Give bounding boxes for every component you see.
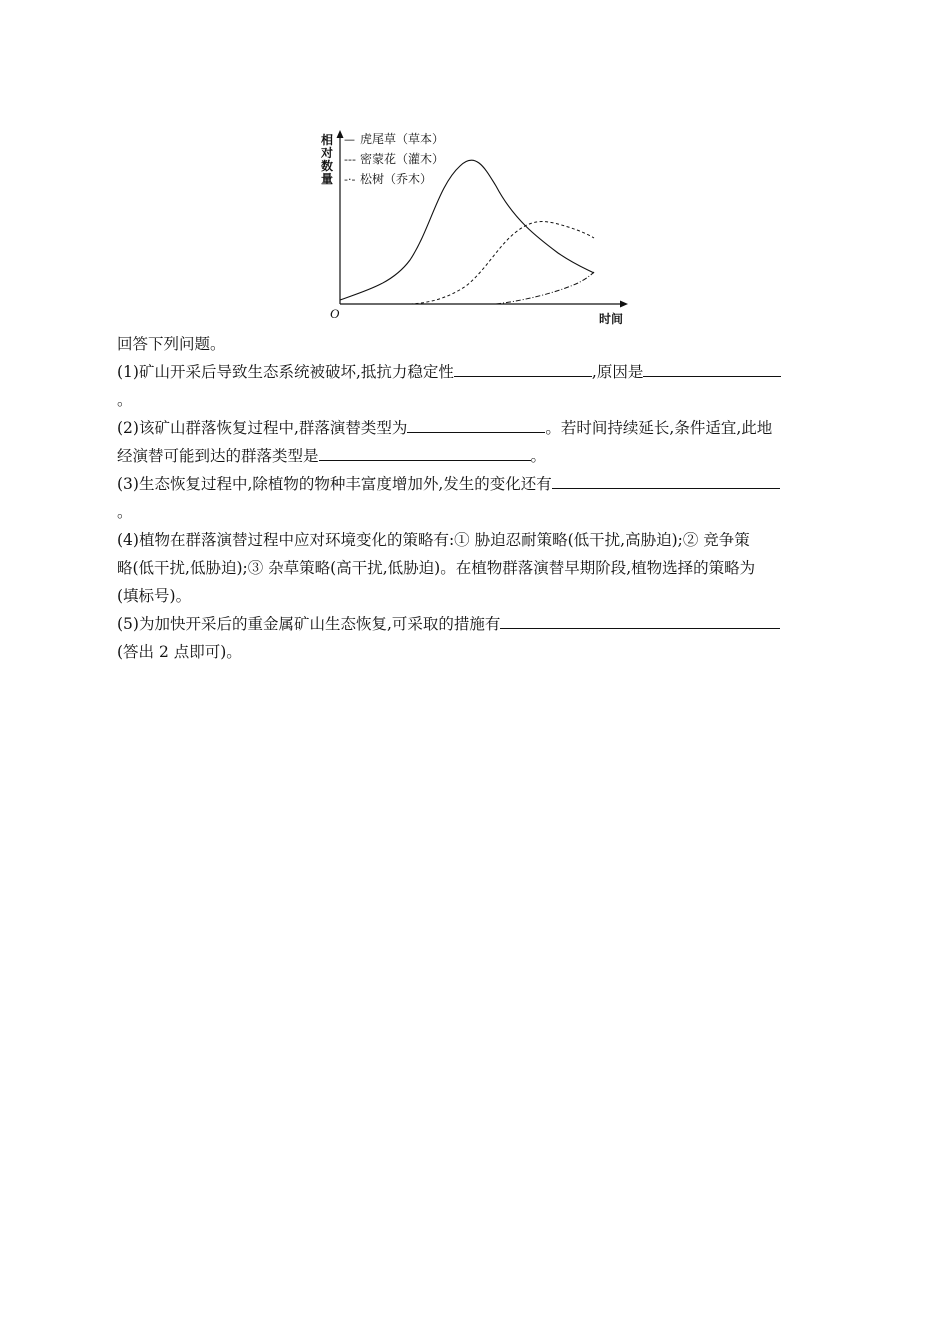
legend-marker-grass: —	[344, 133, 355, 146]
q2-blank-2[interactable]	[319, 442, 531, 461]
q4-text-3: (填标号)。	[117, 587, 192, 605]
q5-line	[117, 610, 833, 638]
q3-end: 。	[117, 503, 133, 521]
q4-line-3	[117, 582, 833, 610]
series-line-tree	[496, 272, 594, 304]
q1-text-2: ,原因是	[591, 363, 644, 381]
q4-line-2	[117, 554, 833, 582]
q5-text-2: (答出 2 点即可)。	[117, 643, 242, 661]
series-line-shrub	[410, 222, 594, 304]
q1-blank-2[interactable]	[643, 358, 781, 377]
legend	[344, 131, 444, 186]
q3-text: (3)生态恢复过程中,除植物的物种丰富度增加外,发生的变化还有	[117, 475, 552, 493]
legend-marker-tree: -·-	[344, 173, 356, 186]
q2-line	[117, 414, 833, 442]
q2-line-2	[117, 442, 833, 470]
q4-text: (4)植物在群落演替过程中应对环境变化的策略有:① 胁迫忍耐策略(低干扰,高胁迫);② 竞争策	[117, 531, 750, 549]
origin-label: O	[330, 306, 340, 321]
question-text	[117, 330, 833, 666]
q1-end-line	[117, 386, 833, 414]
q4-line	[117, 526, 833, 554]
y-axis-label-char: 量	[321, 172, 334, 186]
y-axis-label	[320, 132, 333, 186]
x-axis-label: 时间	[599, 312, 624, 326]
q2-text-3: 经演替可能到达的群落类型是	[117, 447, 319, 465]
y-axis-label-char: 数	[321, 159, 334, 173]
q3-blank[interactable]	[552, 470, 780, 489]
q5-text: (5)为加快开采后的重金属矿山生态恢复,可采取的措施有	[117, 615, 501, 633]
x-axis-arrow	[620, 301, 628, 308]
q2-blank-1[interactable]	[407, 414, 545, 433]
intro-line	[117, 330, 833, 358]
q5-blank[interactable]	[500, 610, 780, 629]
q5-line-2	[117, 638, 833, 666]
q1-end: 。	[117, 391, 133, 409]
y-axis-arrow	[337, 130, 344, 138]
succession-chart	[318, 128, 638, 328]
y-axis-label-char: 相	[321, 133, 334, 147]
legend-label-grass: 虎尾草（草本）	[360, 132, 445, 146]
intro: 回答下列问题。	[117, 335, 226, 353]
q2-text: (2)该矿山群落恢复过程中,群落演替类型为	[117, 419, 408, 437]
q2-end: 。	[530, 447, 547, 465]
q3-line	[117, 470, 833, 498]
q1-line	[117, 358, 833, 386]
q1-blank-1[interactable]	[454, 358, 592, 377]
y-axis-label-char: 对	[321, 146, 334, 160]
chart-svg	[318, 128, 638, 328]
legend-label-tree: 松树（乔木）	[360, 172, 433, 186]
q2-text-2: 。若时间持续延长,条件适宜,此地	[545, 419, 773, 437]
legend-label-shrub: 密蒙花（灌木）	[360, 152, 445, 166]
legend-marker-shrub: ---	[344, 153, 356, 166]
q1-text: (1)矿山开采后导致生态系统被破坏,抵抗力稳定性	[117, 363, 454, 381]
q4-text-2: 略(低干扰,低胁迫);③ 杂草策略(高干扰,低胁迫)。在植物群落演替早期阶段,植物选择的策略为	[117, 559, 756, 577]
q3-end-line	[117, 498, 833, 526]
